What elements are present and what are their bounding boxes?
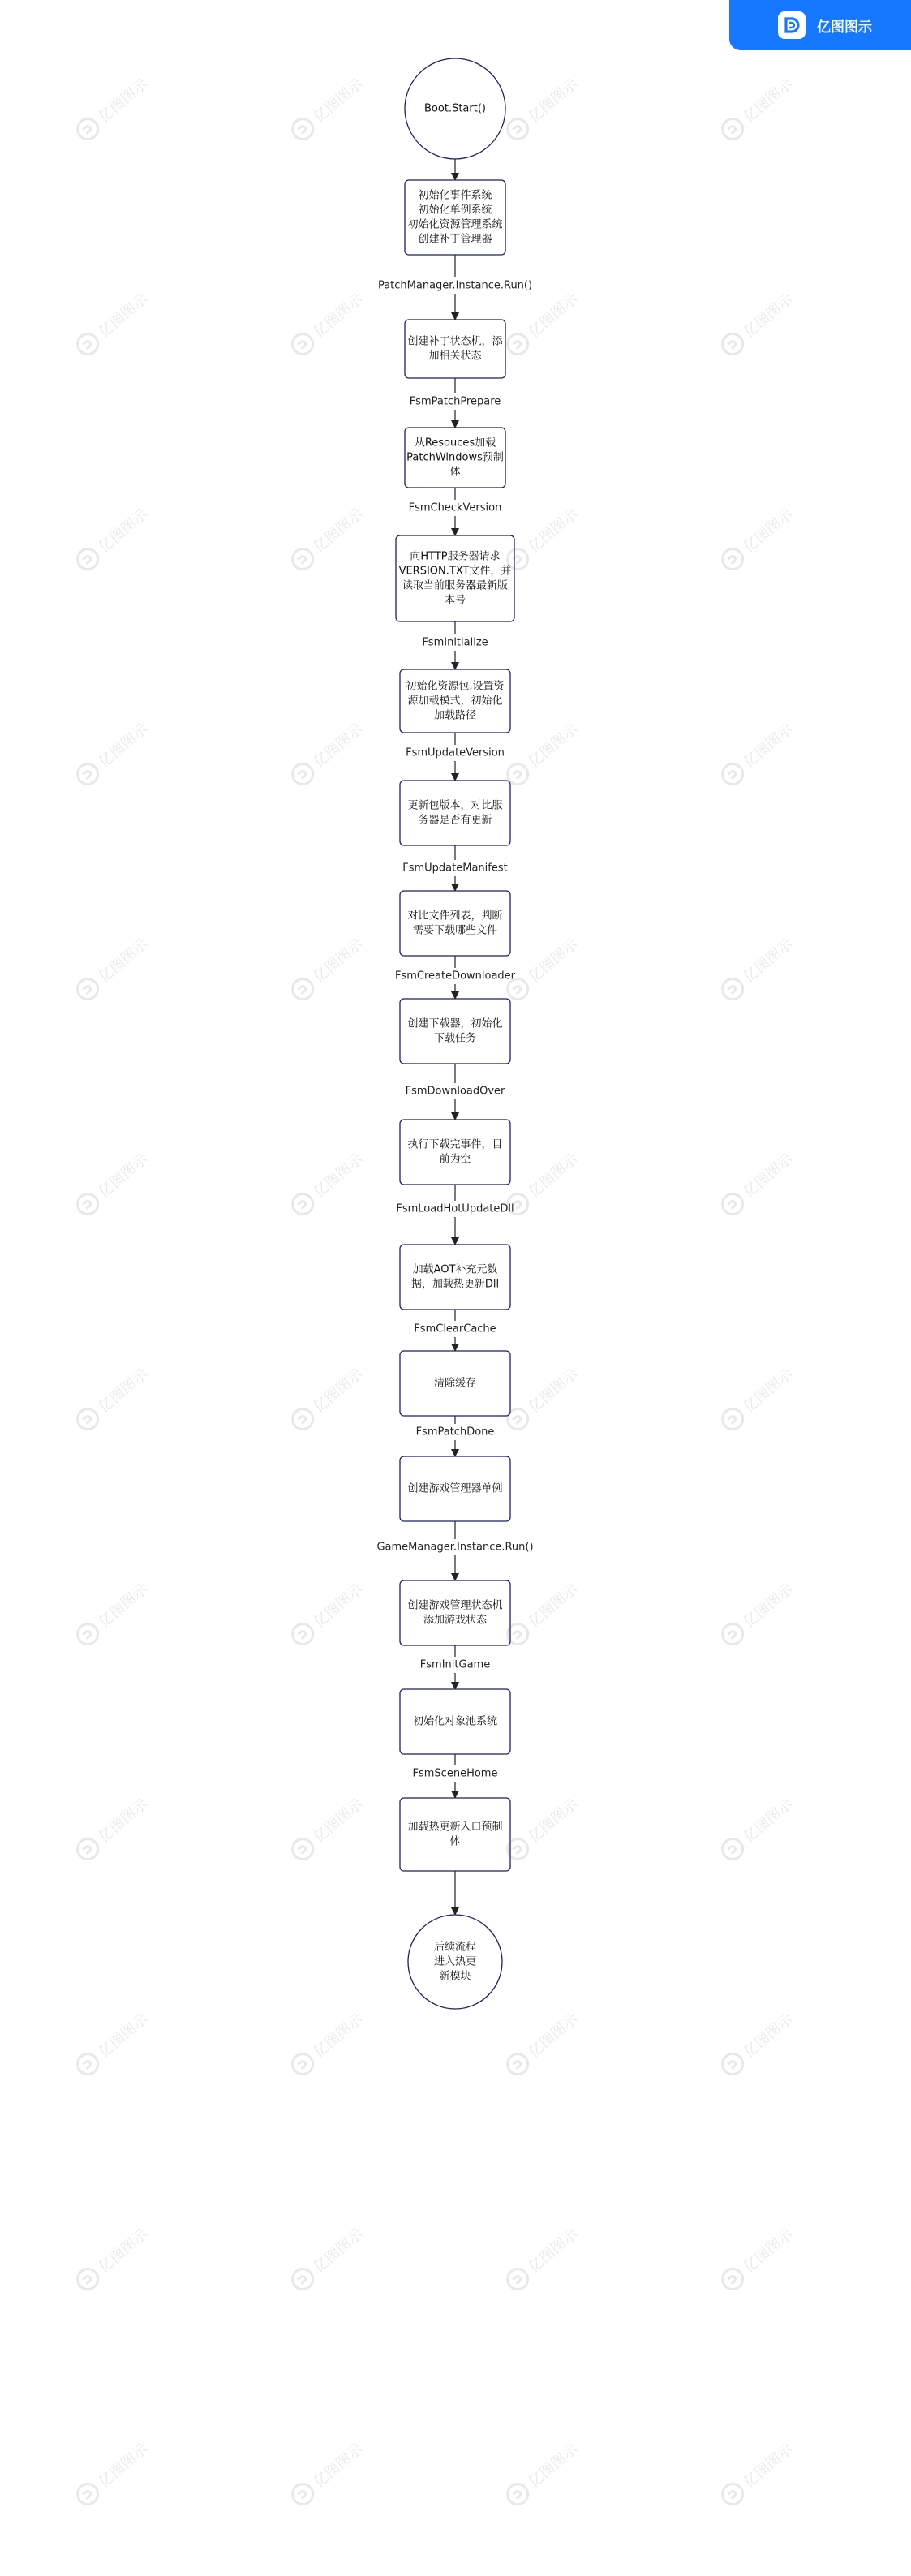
node-text-line: 体	[449, 466, 461, 479]
watermark-text: 亿图图示	[310, 1580, 367, 1632]
edge-label: PatchManager.Instance.Run()	[377, 279, 533, 292]
watermark-text: 亿图图示	[525, 2010, 582, 2062]
watermark-text: 亿图图示	[310, 1365, 367, 1417]
edge-1	[367, 255, 544, 319]
watermark-text: 亿图图示	[740, 1365, 797, 1417]
node-create-patch-fsm[interactable]	[405, 320, 505, 378]
node-text-line: 读取当前服务器最新版	[402, 579, 509, 592]
node-text-line: 创建游戏管理状态机	[407, 1599, 503, 1612]
watermark-text: 亿图图示	[95, 1795, 152, 1847]
watermark-text: 亿图图示	[310, 505, 367, 557]
watermark-text: 亿图图示	[740, 935, 797, 987]
watermark-text: 亿图图示	[740, 505, 797, 557]
edge-9	[392, 1185, 518, 1244]
node-text-line: 下载任务	[433, 1032, 477, 1045]
edge-label: FsmInitGame	[419, 1658, 491, 1671]
node-text-line: 更新包版本，对比服	[407, 799, 503, 812]
watermark-text: 亿图图示	[740, 1150, 797, 1202]
node-shape	[400, 891, 510, 956]
watermark-text: 亿图图示	[740, 2441, 797, 2492]
node-clear-cache[interactable]	[400, 1351, 510, 1416]
node-text-line: 本号	[444, 594, 466, 607]
watermark-text: 亿图图示	[740, 290, 797, 342]
node-text-line: 加载路径	[433, 709, 477, 722]
node-create-game-fsm[interactable]	[400, 1580, 510, 1645]
watermark-text: 亿图图示	[740, 2010, 797, 2062]
watermark-text: 亿图图示	[740, 1580, 797, 1632]
node-text-line: 前为空	[439, 1153, 471, 1166]
node-shape	[400, 1245, 510, 1310]
edge-label: FsmLoadHotUpdateDll	[396, 1202, 514, 1215]
node-text-line: 进入热更	[433, 1955, 477, 1968]
edge-11	[414, 1416, 496, 1456]
node-text-line: 新模块	[439, 1970, 471, 1983]
node-text-line: 添加游戏状态	[423, 1614, 488, 1627]
edge-label: FsmUpdateVersion	[406, 746, 505, 759]
watermark-text: 亿图图示	[740, 720, 797, 772]
node-text-line: 加相关状态	[428, 350, 482, 363]
node-init-object-pool[interactable]	[400, 1689, 510, 1754]
edge-label: FsmDownloadOver	[405, 1085, 505, 1098]
watermark-text: 亿图图示	[525, 1580, 582, 1632]
watermark-text: 亿图图示	[525, 1795, 582, 1847]
watermark-text: 亿图图示	[525, 2441, 582, 2492]
node-text-line: 从Resouces加载	[414, 437, 496, 449]
node-text-line: 创建补丁状态机，添	[407, 335, 503, 348]
watermark-text: 亿图图示	[95, 290, 152, 342]
node-text-line: 源加载模式，初始化	[407, 695, 503, 707]
watermark-text: 亿图图示	[95, 1580, 152, 1632]
node-text-line: 加载AOT补充元数	[412, 1263, 498, 1276]
watermark-text: 亿图图示	[525, 720, 582, 772]
edge-14	[413, 1754, 498, 1797]
edge-label: FsmPatchPrepare	[409, 395, 501, 408]
watermark-text: 亿图图示	[740, 1795, 797, 1847]
node-update-version[interactable]	[400, 781, 510, 845]
brand-name: 亿图图示	[817, 19, 872, 36]
watermark-text: 亿图图示	[310, 2010, 367, 2062]
edraw-logo-icon	[778, 11, 806, 39]
node-start[interactable]	[405, 58, 505, 159]
watermark-text: 亿图图示	[95, 2441, 152, 2492]
edge-4	[410, 621, 499, 669]
node-text-line: 据，加载热更新Dll	[410, 1278, 500, 1291]
watermark-text: 亿图图示	[740, 2226, 797, 2277]
node-text-line: 务器是否有更新	[418, 814, 492, 827]
node-text-line: 创建游戏管理器单例	[407, 1482, 503, 1495]
node-text-line: 加载热更新入口预制	[407, 1821, 503, 1834]
node-text-line: VERSION.TXT文件，并	[398, 565, 512, 578]
watermark-text: 亿图图示	[95, 935, 152, 987]
node-text-line: 对比文件列表，判断	[407, 910, 503, 922]
watermark-text: 亿图图示	[310, 2441, 367, 2492]
node-text-line: 初始化资源管理系统	[407, 218, 503, 231]
node-shape	[405, 320, 505, 378]
watermark-text: 亿图图示	[95, 75, 152, 127]
edge-12	[370, 1521, 541, 1580]
watermark-text: 亿图图示	[95, 720, 152, 772]
node-text-line: 初始化对象池系统	[412, 1715, 498, 1728]
node-text-line: 初始化单例系统	[418, 204, 492, 217]
node-load-hot-entry[interactable]	[400, 1798, 510, 1871]
node-text-line: 初始化资源包,设置资	[406, 680, 505, 693]
node-text-line: 后续流程	[433, 1941, 477, 1954]
edge-13	[417, 1645, 493, 1688]
watermark-text: 亿图图示	[310, 75, 367, 127]
edge-label: FsmUpdateManifest	[402, 862, 508, 875]
node-request-version[interactable]	[396, 535, 514, 621]
edge-label: FsmPatchDone	[415, 1426, 495, 1439]
edge-label: FsmClearCache	[414, 1322, 496, 1335]
node-shape	[400, 781, 510, 845]
watermark-text: 亿图图示	[525, 290, 582, 342]
node-text-line: 创建下载器，初始化	[407, 1017, 503, 1030]
edge-2	[405, 378, 506, 427]
edge-label: FsmCreateDownloader	[394, 970, 516, 983]
watermark-text: 亿图图示	[310, 1795, 367, 1847]
edge-8	[405, 1064, 506, 1119]
node-text-line: 体	[449, 1835, 461, 1848]
edge-5	[402, 733, 509, 780]
brand-badge[interactable]	[729, 0, 911, 50]
node-shape	[396, 535, 514, 621]
edge-label: GameManager.Instance.Run()	[376, 1541, 534, 1554]
node-init-package[interactable]	[400, 669, 510, 733]
node-shape	[400, 1120, 510, 1185]
edge-label: FsmSceneHome	[412, 1767, 498, 1780]
edge-7	[392, 956, 518, 998]
node-init-systems[interactable]	[405, 180, 505, 255]
watermark-text: 亿图图示	[95, 1365, 152, 1417]
node-shape	[400, 1798, 510, 1871]
watermark-text: 亿图图示	[310, 290, 367, 342]
node-text-line: 创建补丁管理器	[418, 233, 492, 246]
node-text-line: Boot.Start()	[424, 102, 486, 115]
watermark-text: 亿图图示	[95, 2226, 152, 2277]
node-download-over[interactable]	[400, 1120, 510, 1185]
watermark-text: 亿图图示	[525, 1150, 582, 1202]
watermark-text: 亿图图示	[525, 1365, 582, 1417]
node-text-line: 执行下载完事件，目	[407, 1138, 503, 1151]
edge-6	[398, 845, 513, 890]
watermark-text: 亿图图示	[525, 935, 582, 987]
edge-10	[410, 1310, 499, 1350]
node-load-hot-dll[interactable]	[400, 1245, 510, 1310]
node-text-line: 需要下载哪些文件	[412, 924, 498, 937]
watermark-text: 亿图图示	[95, 2010, 152, 2062]
watermark-text: 亿图图示	[95, 1150, 152, 1202]
node-text-line: 向HTTP服务器请求	[410, 550, 501, 563]
node-end[interactable]	[408, 1915, 502, 2009]
node-create-game-manager[interactable]	[400, 1456, 510, 1521]
watermark-text: 亿图图示	[95, 505, 152, 557]
watermark-text: 亿图图示	[525, 75, 582, 127]
node-text-line: 清除缓存	[433, 1377, 477, 1390]
watermark-text: 亿图图示	[740, 75, 797, 127]
watermark-text: 亿图图示	[310, 1150, 367, 1202]
watermark-text: 亿图图示	[310, 935, 367, 987]
edge-label: FsmInitialize	[422, 636, 488, 649]
edge-3	[405, 488, 506, 535]
watermark-text: 亿图图示	[310, 720, 367, 772]
node-shape	[400, 999, 510, 1064]
node-compare-files[interactable]	[400, 891, 510, 956]
watermark-text: 亿图图示	[525, 505, 582, 557]
node-load-patch-window[interactable]	[405, 428, 505, 488]
node-text-line: 初始化事件系统	[418, 189, 492, 202]
node-text-line: PatchWindows预制	[406, 451, 504, 464]
watermark-text: 亿图图示	[525, 2226, 582, 2277]
watermark-text: 亿图图示	[310, 2226, 367, 2277]
node-create-downloader[interactable]	[400, 999, 510, 1064]
node-shape	[400, 1580, 510, 1645]
edge-label: FsmCheckVersion	[408, 501, 502, 514]
